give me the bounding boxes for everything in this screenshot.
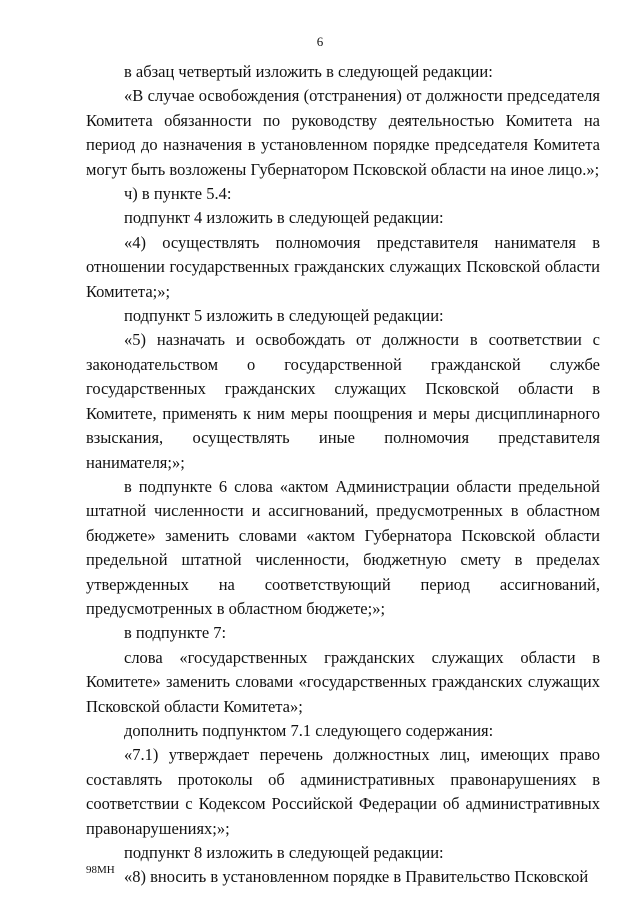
paragraph: дополнить подпунктом 7.1 следующего содержания: — [124, 720, 494, 740]
paragraph: «8) вносить в установленном порядке в Правительство Псковской — [124, 867, 589, 887]
paragraph: «7.1) утверждает перечень должностных лиц, имеющих право составлять протоколы об административных правонарушениях в соответствии с Кодексом Российской Федерации об административных правонарушениях;»; — [86, 745, 600, 838]
paragraph: подпункт 5 изложить в следующей редакции: — [124, 306, 444, 326]
paragraph: «5) назначать и освобождать от должности в соответствии с законодательством о государственной гражданской службе государственных гражданских служащих Псковской области в Комитете, применять к ним меры поощрения и меры дисциплинарного взыскания, осуществлять иные полномочия представителя нанимателя;»; — [86, 330, 600, 472]
paragraph: подпункт 8 изложить в следующей редакции: — [124, 843, 444, 862]
page-number: 6 — [316, 34, 324, 49]
document-body — [86, 60, 600, 890]
paragraph: в подпункте 6 слова «актом Администрации области предельной штатной численности и ассигнований, предусмотренных в областном бюджете» заменить словами «актом Губернатора Псковской области предельной штатной численности, бюджетную смету в пределах утвержденных на соответствующий период ассигнований, предусмотренных в областном бюджете;»; — [86, 476, 600, 618]
paragraph: в абзац четвертый изложить в следующей редакции: — [124, 62, 493, 81]
paragraph: ч) в пункте 5.4: — [124, 184, 232, 204]
footer-document-code: 98МН — [86, 864, 115, 876]
paragraph: в подпункте 7: — [124, 623, 227, 643]
paragraph: «4) осуществлять полномочия представителя нанимателя в отношении государственных гражданских служащих Псковской области Комитета;»; — [86, 232, 600, 301]
paragraph: подпункт 4 изложить в следующей редакции: — [124, 208, 444, 228]
paragraph: слова «государственных гражданских служащих области в Комитете» заменить словами «государственных гражданских служащих Псковской области Комитета»; — [86, 647, 600, 716]
paragraph: «В случае освобождения (отстранения) от должности председателя Комитета обязанности по руководству деятельностью Комитета на период до назначения в установленном порядке председателя Комитета могут быть возложены Губернатором Псковской области на иное лицо.»; — [86, 86, 600, 179]
